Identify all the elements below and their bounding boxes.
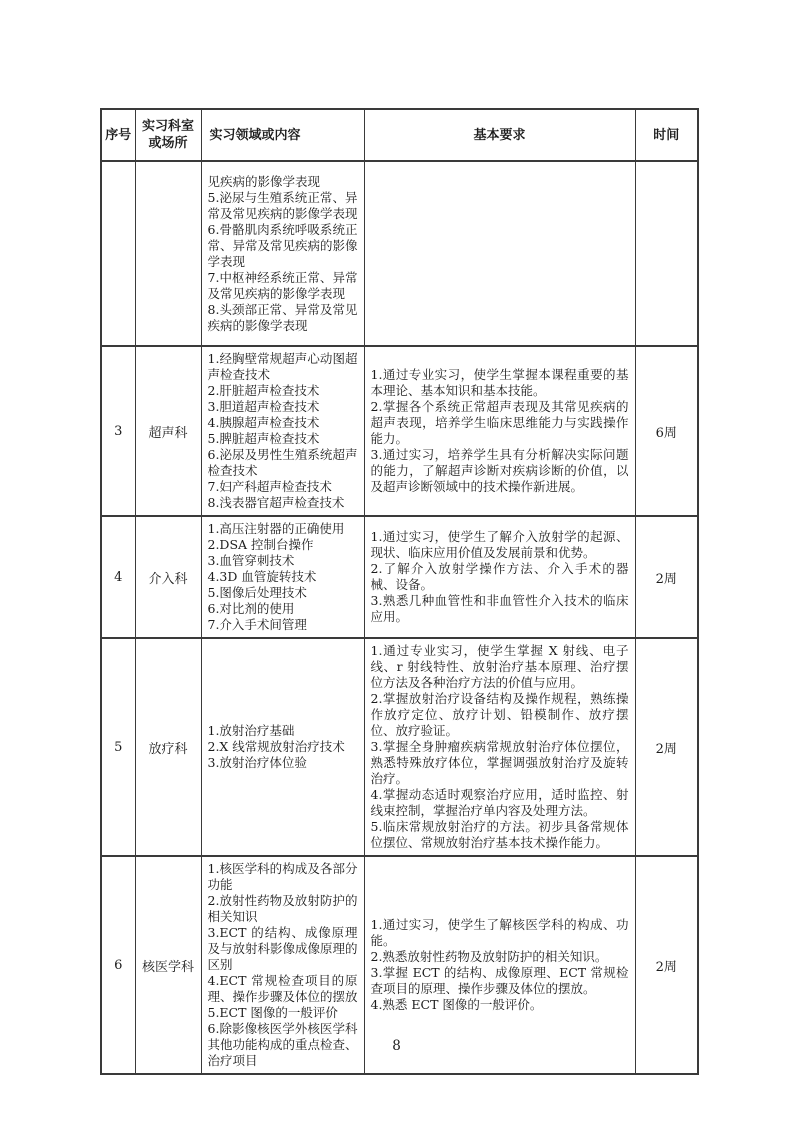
cell-department	[135, 161, 201, 346]
cell-requirements	[364, 161, 635, 346]
table-row-radiotherapy	[101, 638, 698, 856]
table-header-row	[101, 109, 698, 161]
cell-requirements	[364, 516, 635, 638]
cell-seq: 6	[101, 856, 135, 1074]
cell-content	[201, 346, 364, 516]
text-line: 3.掌握全身肿瘤疾病常规放射治疗体位摆位，熟悉特殊放疗体位，掌握调强放射治疗及旋转治疗。	[370, 739, 629, 786]
text-line: 2.肝脏超声检查技术	[207, 383, 320, 398]
text-line: 3.血管穿刺技术	[207, 553, 295, 568]
text-line: 2.掌握各个系统正常超声表现及其常见疾病的超声表现，培养学生临床思维能力与实践操作能力。	[370, 399, 629, 446]
table-row-ultrasound	[101, 346, 698, 516]
cell-department: 核医学科	[135, 856, 201, 1074]
text-line: 6.对比剂的使用	[207, 601, 295, 616]
header-content: 实习领域或内容	[201, 109, 364, 161]
cell-content	[201, 638, 364, 856]
text-line: 见疾病的影像学表现	[207, 173, 321, 189]
cell-content	[201, 161, 364, 346]
cell-content	[201, 516, 364, 638]
text-line: 2.熟悉放射性药物及放射防护的相关知识。	[370, 949, 608, 964]
cell-seq	[101, 161, 135, 346]
text-line: 2.DSA 控制台操作	[207, 537, 314, 552]
text-line: 5.泌尿与生殖系统正常、异常及常见疾病的影像学表现	[207, 189, 358, 221]
cell-department: 放疗科	[135, 638, 201, 856]
text-line: 7.介入手术间管理	[207, 617, 307, 632]
text-line: 7.妇产科超声检查技术	[207, 479, 332, 494]
text-line: 2.了解介入放射学操作方法、介入手术的器械、设备。	[370, 561, 629, 592]
header-requirements: 基本要求	[364, 109, 635, 161]
text-line: 3.ECT 的结构、成像原理及与放射科影像成像原理的区别	[207, 925, 358, 972]
cell-requirements	[364, 346, 635, 516]
cell-seq: 4	[101, 516, 135, 638]
text-line: 2.掌握放射治疗设备结构及操作规程，熟练操作放疗定位、放疗计划、铅模制作、放疗摆位、放疗验证。	[370, 691, 629, 738]
text-line: 4.胰腺超声检查技术	[207, 415, 320, 430]
header-duration: 时间	[635, 109, 698, 161]
table-row-continuation	[101, 161, 698, 346]
text-line: 5.临床常规放射治疗的方法。初步具备常规体位摆位、常规放射治疗基本技术操作能力。	[370, 819, 629, 850]
text-line: 3.胆道超声检查技术	[207, 399, 320, 414]
text-line: 3.放射治疗体位验	[207, 755, 307, 770]
text-line: 3.掌握 ECT 的结构、成像原理、ECT 常规检查项目的原理、操作步骤及体位的摆放。	[370, 965, 629, 996]
text-line: 5.脾脏超声检查技术	[207, 431, 320, 446]
text-line: 1.通过专业实习，使学生掌握 X 射线、电子线、r 射线特性、放射治疗基本原理、治疗摆位方法及各种治疗方法的价值与应用。	[370, 643, 629, 690]
text-line: 1.核医学科的构成及各部分功能	[207, 861, 358, 892]
cell-duration	[635, 161, 698, 346]
text-line: 1.通过专业实习，使学生掌握本课程重要的基本理论、基本知识和基本技能。	[370, 367, 629, 398]
page-number: 8	[392, 1038, 401, 1054]
cell-duration: 2周	[635, 638, 698, 856]
cell-duration: 2周	[635, 516, 698, 638]
header-department: 实习科室或场所	[135, 109, 201, 161]
internship-schedule-table	[100, 108, 699, 1075]
text-line: 1.通过实习，使学生了解介入放射学的起源、现状、临床应用价值及发展前景和优势。	[370, 529, 629, 560]
cell-seq: 3	[101, 346, 135, 516]
text-line: 1.经胸壁常规超声心动图超声检查技术	[207, 351, 358, 382]
text-line: 1.高压注射器的正确使用	[207, 521, 345, 536]
text-line: 3.熟悉几种血管性和非血管性介入技术的临床应用。	[370, 593, 629, 624]
text-line: 5.ECT 图像的一般评价	[207, 1005, 338, 1020]
cell-department: 超声科	[135, 346, 201, 516]
text-line: 6.泌尿及男性生殖系统超声检查技术	[207, 447, 358, 478]
text-line: 3.通过实习，培养学生具有分析解决实际问题的能力，了解超声诊断对疾病诊断的价值，以及超声诊断领域中的技术操作新进展。	[370, 447, 629, 494]
text-line: 6.骨骼肌肉系统呼吸系统正常、异常及常见疾病的影像学表现	[207, 221, 358, 269]
cell-department: 介入科	[135, 516, 201, 638]
internship-table-container	[100, 108, 697, 1075]
text-line: 1.放射治疗基础	[207, 723, 295, 738]
text-line: 4.3D 血管旋转技术	[207, 569, 317, 584]
text-line: 6.除影像核医学外核医学科其他功能构成的重点检查、治疗项目	[207, 1021, 358, 1068]
cell-duration: 2周	[635, 856, 698, 1074]
text-line: 1.通过实习，使学生了解核医学科的构成、功能。	[370, 917, 629, 948]
text-line: 4.掌握动态适时观察治疗应用，适时监控、射线束控制，掌握治疗单内容及处理方法。	[370, 787, 629, 818]
text-line: 5.图像后处理技术	[207, 585, 307, 600]
text-line: 8.头颈部正常、异常及常见疾病的影像学表现	[207, 301, 358, 333]
cell-requirements	[364, 638, 635, 856]
cell-duration: 6周	[635, 346, 698, 516]
text-line: 7.中枢神经系统正常、异常及常见疾病的影像学表现	[207, 269, 358, 301]
text-line: 2.放射性药物及放射防护的相关知识	[207, 893, 358, 924]
header-seq: 序号	[101, 109, 135, 161]
table-row-intervention	[101, 516, 698, 638]
text-line: 2.X 线常规放射治疗技术	[207, 739, 345, 754]
cell-seq: 5	[101, 638, 135, 856]
text-line: 8.浅表器官超声检查技术	[207, 495, 345, 510]
text-line: 4.熟悉 ECT 图像的一般评价。	[370, 997, 543, 1012]
text-line: 4.ECT 常规检查项目的原理、操作步骤及体位的摆放	[207, 973, 358, 1004]
